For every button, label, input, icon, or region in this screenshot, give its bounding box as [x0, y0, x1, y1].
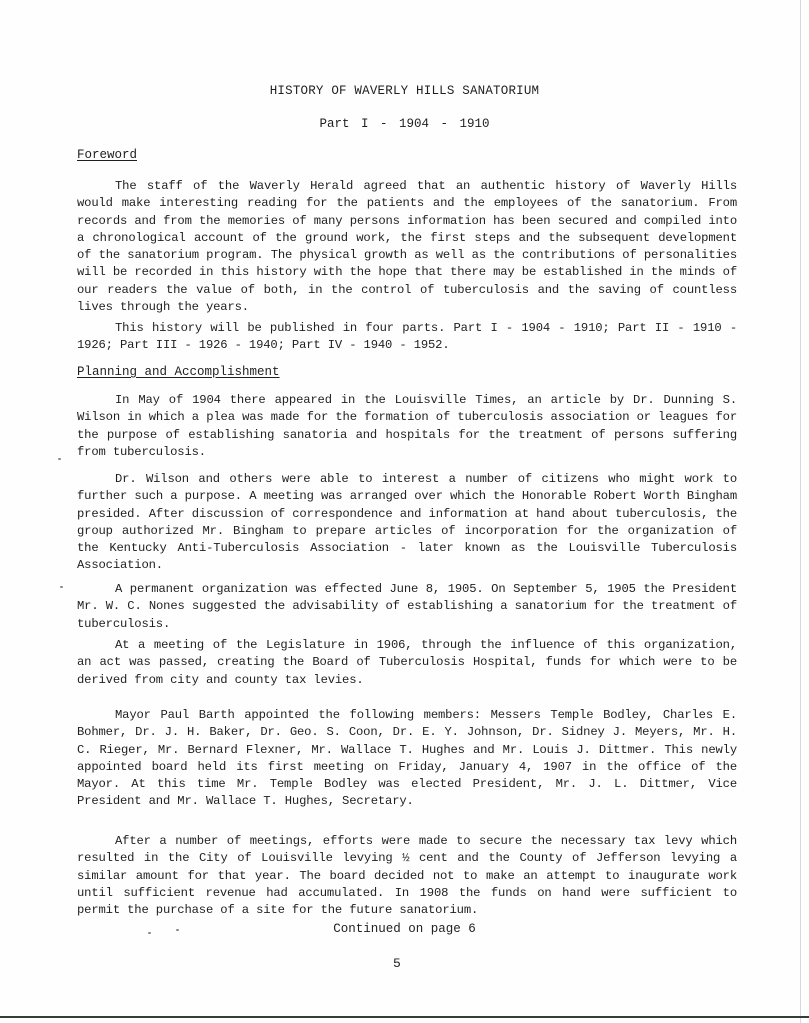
paragraph-planning-1: In May of 1904 there appeared in the Louisville Times, an article by Dr. Dunning S. Wilson in which a plea was made for the formation of tuberculosis association or leagues for the purpose of establishing sanatoria and hospitals for the treatment of persons suffering from tuberculosis. [77, 393, 737, 459]
document-title: HISTORY OF WAVERLY HILLS SANATORIUM [269, 84, 540, 98]
page-edge-line [800, 0, 801, 1023]
paragraph-planning-5: Mayor Paul Barth appointed the following members: Messers Temple Bodley, Charles E. Bohmer, Dr. J. H. Baker, Dr. Geo. S. Coon, Dr. E. Y. Johnson, Dr. Sidney J. Meyers, Mr. H. C. Rieger, Mr. Bernard Flexner, Mr. Wallace T. Hughes and Mr. Louis J. Dittmer. This newly appointed board held its first meeting on Friday, January 4, 1907 in the office of the Mayor. At this time Mr. Temple Bodley was elected President, Mr. J. L. Dittmer, Vice President and Mr. Wallace T. Hughes, Secretary. [77, 708, 737, 809]
paragraph-planning-3: A permanent organization was effected June 8, 1905. On September 5, 1905 the President Mr. W. C. Nones suggested the advisability of establishing a sanatorium for the treatment of tuberculosis. [77, 582, 737, 631]
paragraph-planning-2: Dr. Wilson and others were able to interest a number of citizens who might work to further such a purpose. A meeting was arranged over which the Honorable Robert Worth Bingham presided. After discussion of correspondence and information at hand about tuberculosis, the group authorized Mr. Bingham to prepare articles of incorporation for the organization of the Kentucky Anti-Tuberculosis Association - later known as the Louisville Tuberculosis Association. [77, 472, 737, 573]
planning-heading: Planning and Accomplishment [77, 365, 280, 379]
scan-speck [60, 586, 63, 588]
paragraph-planning-4: At a meeting of the Legislature in 1906, through the influence of this organization, an act was passed, creating the Board of Tuberculosis Hospital, funds for which were to be derived from city and county tax levies. [77, 638, 737, 687]
scan-speck [176, 929, 179, 931]
paragraph-foreword-1: The staff of the Waverly Herald agreed that an authentic history of Waverly Hills would make interesting reading for the patients and the employees of the sanatorium. From records and from the memories of many persons information has been secured and compiled into a chronological account of the ground work, the first steps and the subsequent development of the sanatorium program. The physical growth as well as the contributions of personalities will be recorded in this history with the hope that there may be established in the minds of our readers the value of both, in the control of tuberculosis and the saving of countless lives through the years. [77, 179, 737, 315]
bottom-border-line [0, 1016, 809, 1018]
foreword-heading: Foreword [77, 148, 138, 162]
paragraph-foreword-2: This history will be published in four parts. Part I - 1904 - 1910; Part II - 1910 - 1926; Part III - 1926 - 1940; Part IV - 1940 - 1952. [77, 321, 737, 353]
document-subtitle: Part I - 1904 - 1910 [319, 117, 490, 131]
scan-speck [148, 932, 151, 934]
continued-note: Continued on page 6 [333, 922, 476, 936]
page-number: 5 [393, 956, 401, 971]
paragraph-planning-6: After a number of meetings, efforts were made to secure the necessary tax levy which resulted in the City of Louisville levying ½ cent and the County of Jefferson levying a similar amount for that year. The board decided not to make an attempt to inaugurate work until sufficient revenue had accumulated. In 1908 the funds on hand were sufficient to permit the purchase of a site for the future sanatorium. [77, 834, 737, 918]
scan-speck [58, 458, 61, 460]
